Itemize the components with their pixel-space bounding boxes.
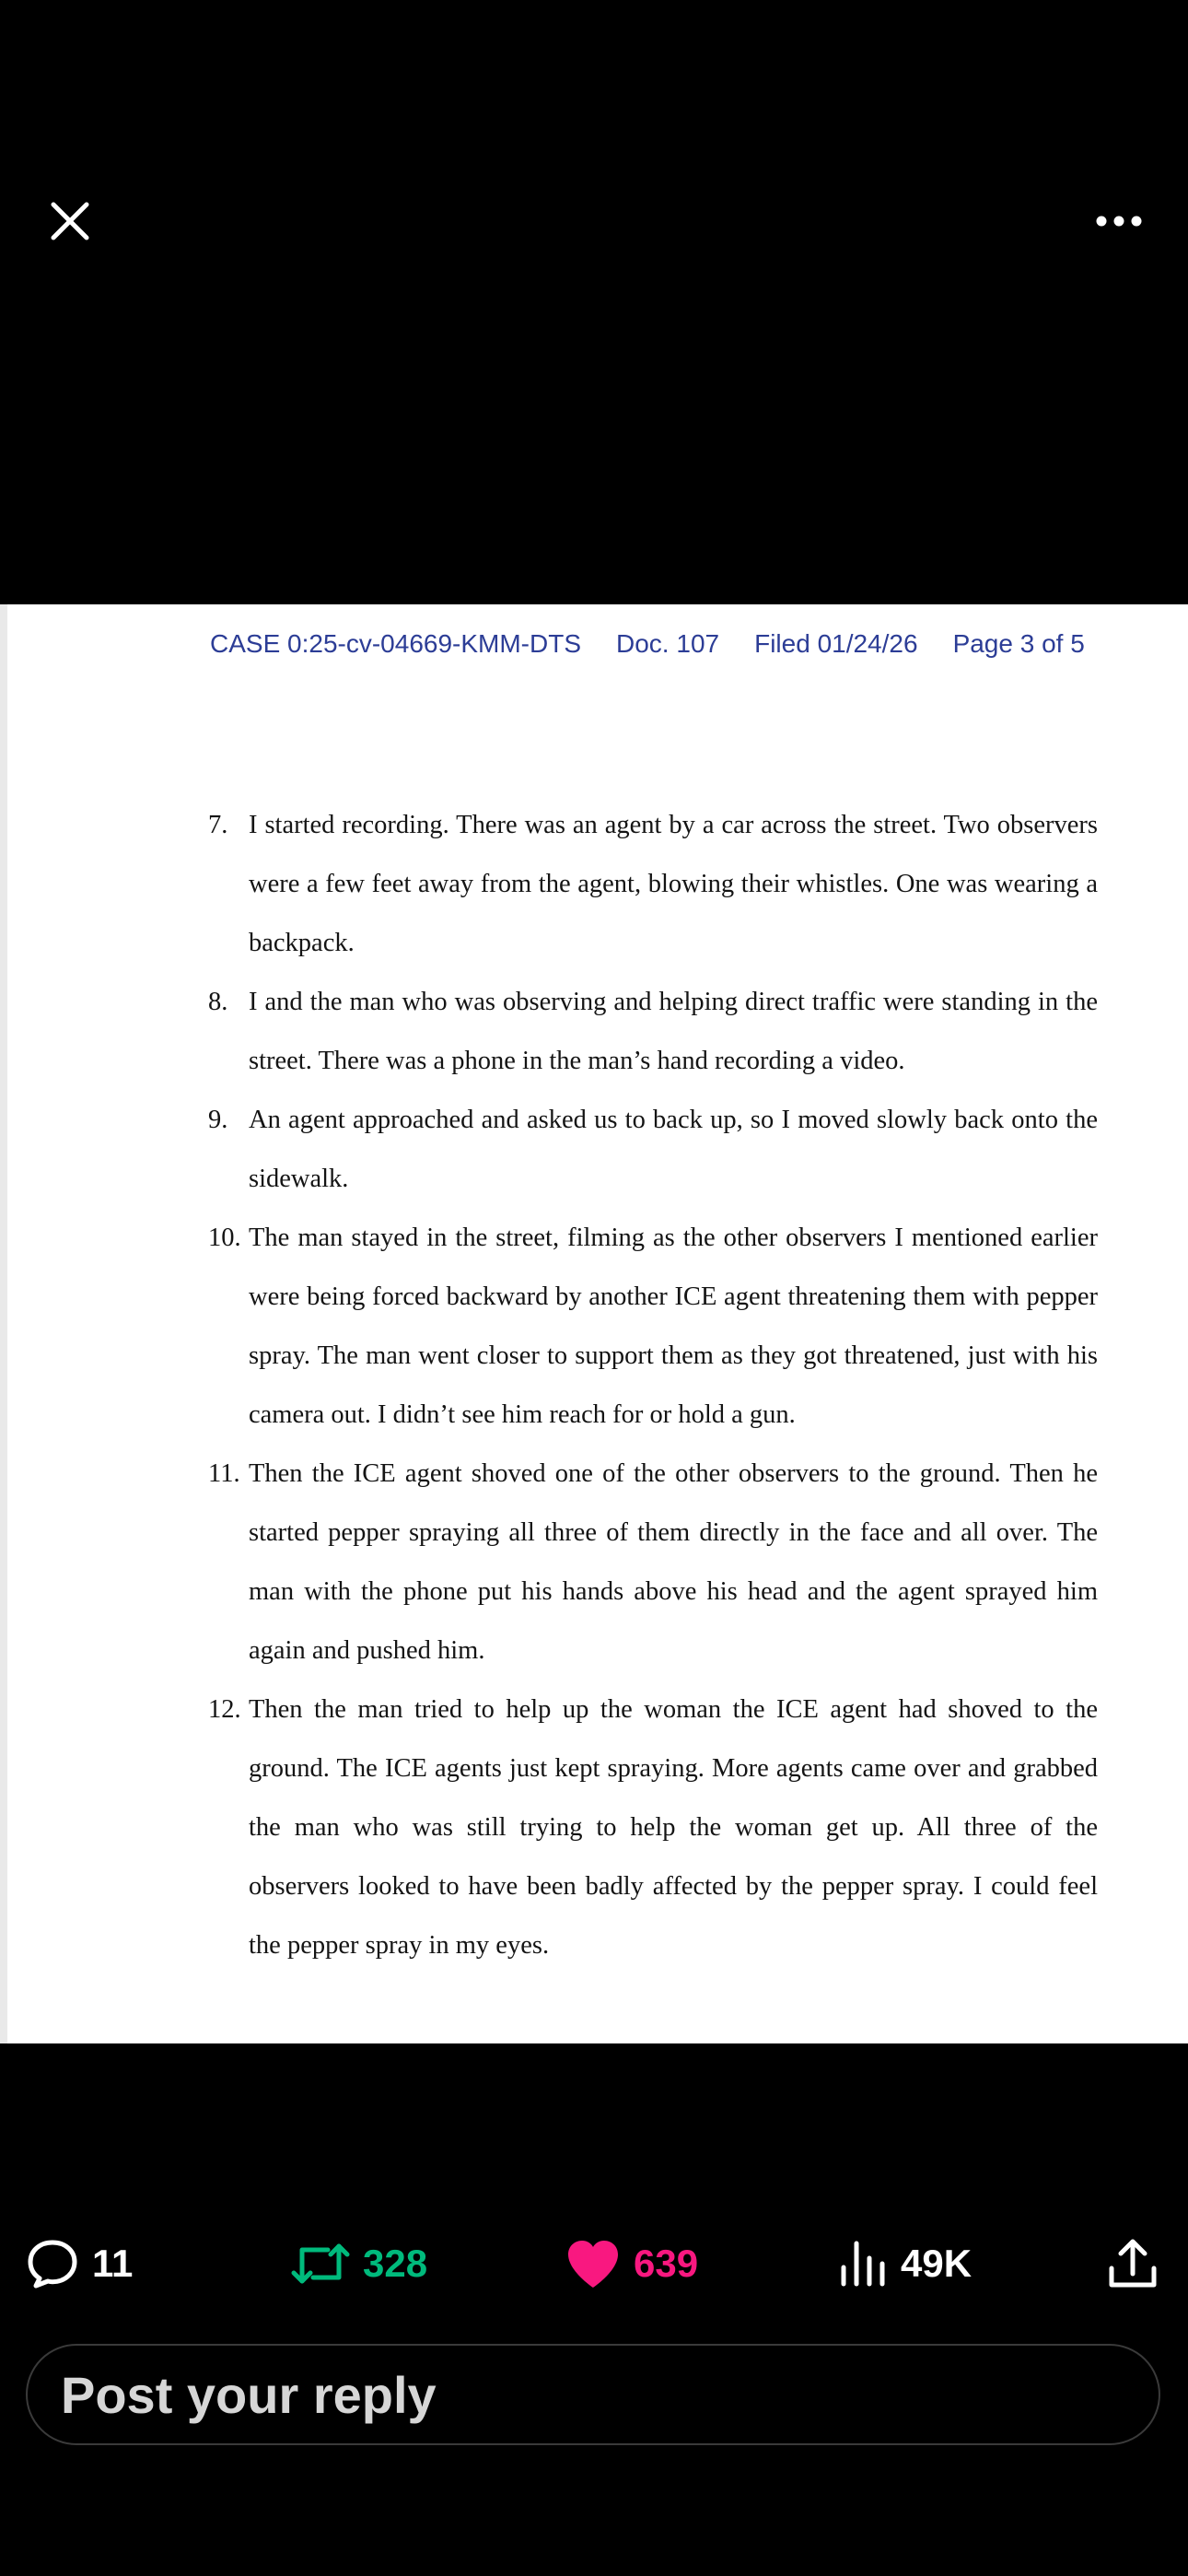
reply-count: 11 xyxy=(92,2242,134,2285)
paragraph-11 xyxy=(208,1445,1098,1680)
repost-button[interactable] xyxy=(291,2231,427,2296)
share-icon xyxy=(1107,2237,1159,2290)
paragraph-7 xyxy=(208,796,1098,973)
paragraph-text: Then the man tried to help up the woman the ICE agent had shoved to the ground. The ICE agents just kept spraying. More agents came over and grabbed the man who was still trying to help the woman get up. All three of the observers looked to have been badly affected by the pepper spray. I could feel the pepper spray in my eyes. xyxy=(249,1695,1098,1960)
doc-number: Doc. 107 xyxy=(616,629,720,658)
repost-count: 328 xyxy=(363,2242,428,2285)
like-button[interactable] xyxy=(565,2231,698,2296)
paragraph-10 xyxy=(208,1209,1098,1445)
paragraph-number: 8. xyxy=(208,988,228,1016)
share-button[interactable] xyxy=(1107,2231,1159,2296)
heart-icon xyxy=(565,2238,621,2289)
paragraph-number: 7. xyxy=(208,811,228,839)
close-button[interactable] xyxy=(41,192,99,251)
views-button[interactable] xyxy=(838,2231,972,2296)
paragraph-number: 12. xyxy=(208,1695,241,1724)
more-options-button[interactable] xyxy=(1087,193,1151,249)
reply-icon xyxy=(26,2237,79,2290)
page-indicator: Page 3 of 5 xyxy=(952,629,1085,658)
paragraph-number: 10. xyxy=(208,1224,241,1252)
reply-input[interactable] xyxy=(26,2344,1160,2445)
views-icon xyxy=(838,2240,888,2288)
media-viewer-bottom-area xyxy=(0,2043,1188,2576)
paragraph-12 xyxy=(208,1680,1098,1975)
paragraph-text: Then the ICE agent shoved one of the other observers to the ground. Then he started pepper spraying all three of them directly in the face and all over. The man with the phone put his hands above his head and the agent sprayed him again and pushed him. xyxy=(249,1459,1098,1665)
paragraph-number: 9. xyxy=(208,1106,228,1134)
paragraph-text: I and the man who was observing and helping direct traffic were standing in the street. There was a phone in the man’s hand recording a video. xyxy=(249,988,1098,1075)
document-image[interactable] xyxy=(0,604,1188,2043)
paragraph-text: I started recording. There was an agent by a car across the street. Two observers were a few feet away from the agent, blowing their whistles. One was wearing a backpack. xyxy=(249,811,1098,957)
paragraph-number: 11. xyxy=(208,1459,240,1488)
media-viewer-top-bar xyxy=(0,0,1188,604)
close-icon xyxy=(50,201,90,241)
case-number: CASE 0:25-cv-04669-KMM-DTS xyxy=(210,629,582,658)
document-body xyxy=(208,796,1098,1975)
reply-placeholder: Post your reply xyxy=(61,2365,437,2424)
repost-icon xyxy=(291,2237,350,2290)
paragraph-text: An agent approached and asked us to back up, so I moved slowly back onto the sidewalk. xyxy=(249,1106,1098,1193)
filed-date: Filed 01/24/26 xyxy=(754,629,918,658)
paragraph-9 xyxy=(208,1091,1098,1209)
reply-button[interactable] xyxy=(26,2231,133,2296)
like-count: 639 xyxy=(634,2242,699,2285)
paragraph-text: The man stayed in the street, filming as the other observers I mentioned earlier were being forced backward by another ICE agent threatening them with pepper spray. The man went closer to support them as they got threatened, just with his camera out. I didn’t see him reach for or hold a gun. xyxy=(249,1224,1098,1429)
views-count: 49K xyxy=(901,2242,973,2285)
paragraph-8 xyxy=(208,973,1098,1091)
more-icon xyxy=(1095,215,1143,228)
post-action-bar xyxy=(0,2231,1188,2296)
court-filing-header xyxy=(210,629,1085,659)
